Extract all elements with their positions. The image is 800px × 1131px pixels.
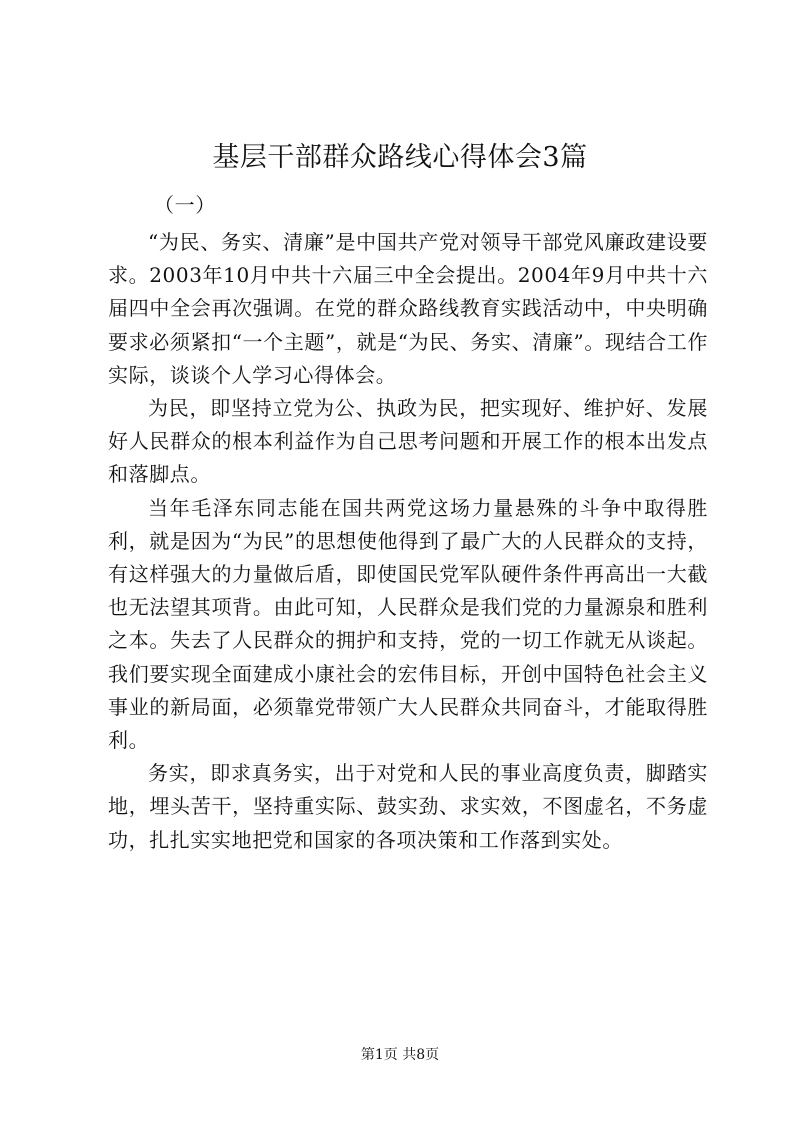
paragraph-1: “为民、务实、清廉”是中国共产党对领导干部党风廉政建设要求。2003年10月中共十六届三中全会提出。2004年9月中共十六届四中全会再次强调。在党的群众路线教育实践活动中，中央明确要求必须紧扣“一个主题”，就是“为民、务实、清廉”。现结合工作实际，谈谈个人学习心得体会。 <box>108 230 708 387</box>
page-footer: 第1页 共8页 <box>360 1047 440 1063</box>
paragraph-3: 当年毛泽东同志能在国共两党这场力量悬殊的斗争中取得胜利，就是因为“为民”的思想使他得到了最广大的人民群众的支持，有这样强大的力量做后盾，即使国民党军队硬件条件再高出一大截也无法望其项背。由此可知，人民群众是我们党的力量源泉和胜利之本。失去了人民群众的拥护和支持，党的一切工作就无从谈起。我们要实现全面建成小康社会的宏伟目标，开创中国特色社会主义事业的新局面，必须靠党带领广大人民群众共同奋斗，才能取得胜利。 <box>108 495 708 753</box>
paragraph-4: 务实，即求真务实，出于对党和人民的事业高度负责，脚踏实地，埋头苦干，坚持重实际、鼓实劲、求实效，不图虚名，不务虚功，扎扎实实地把党和国家的各项决策和工作落到实处。 <box>108 761 708 852</box>
document-title: 基层干部群众路线心得体会3篇 <box>212 142 588 173</box>
paragraph-2: 为民，即坚持立党为公、执政为民，把实现好、维护好、发展好人民群众的根本利益作为自己思考问题和开展工作的根本出发点和落脚点。 <box>108 396 708 487</box>
document-body <box>108 190 708 857</box>
section-label: （一） <box>154 193 216 217</box>
